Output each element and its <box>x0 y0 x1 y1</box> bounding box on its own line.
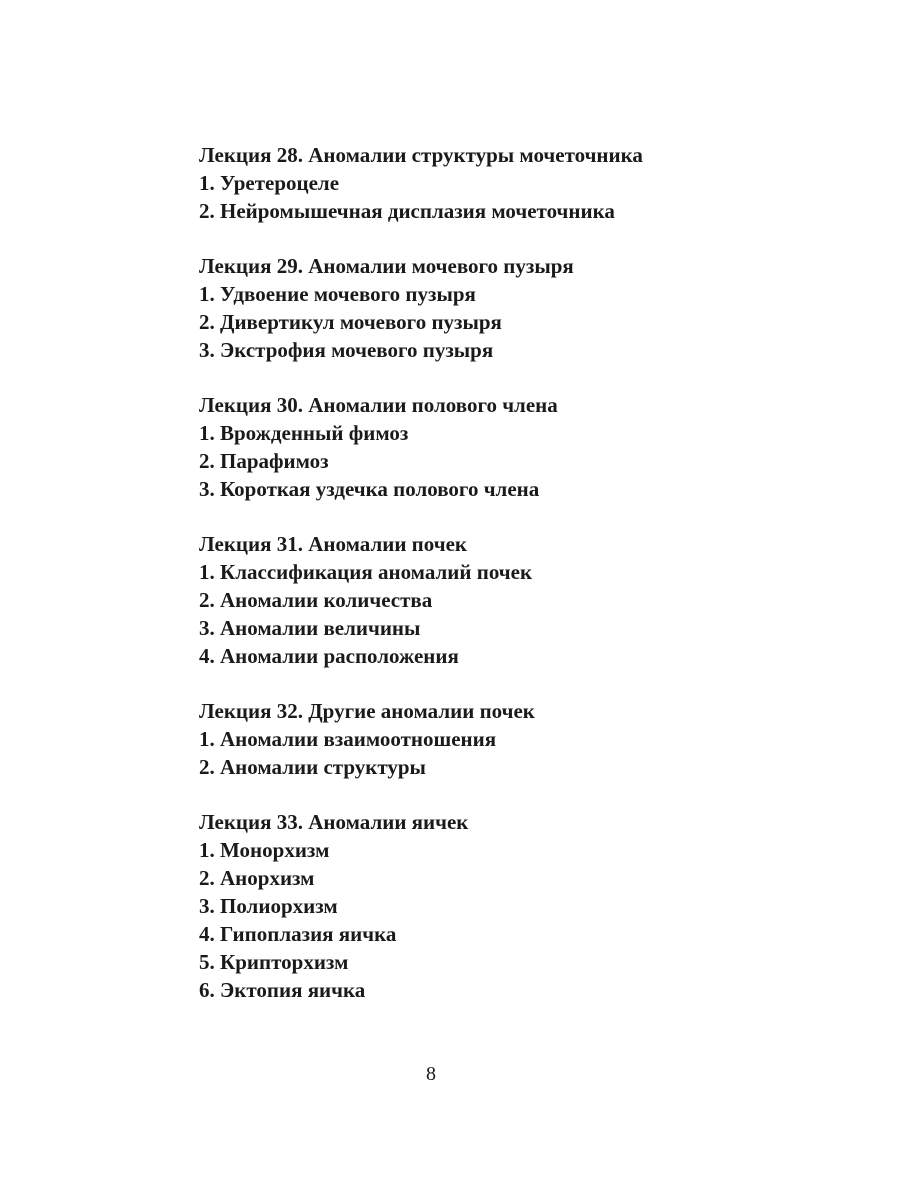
lecture-31-item-2: 2. Аномалии количества <box>199 588 433 612</box>
lecture-32-item-2: 2. Аномалии структуры <box>199 755 426 779</box>
lecture-33-item-3: 3. Полиорхизм <box>199 894 338 918</box>
lecture-31-item-3: 3. Аномалии величины <box>199 616 421 640</box>
lecture-29-item-1: 1. Удвоение мочевого пузыря <box>199 282 476 306</box>
lecture-30-item-1: 1. Врожденный фимоз <box>199 421 409 445</box>
lecture-31-item-1: 1. Классификация аномалий почек <box>199 560 533 584</box>
lecture-28-item-2: 2. Нейромышечная дисплазия мочеточника <box>199 199 615 223</box>
lecture-28-section <box>199 141 839 225</box>
lecture-28-title: Лекция 28. Аномалии структуры мочеточника <box>199 143 643 167</box>
lecture-33-item-2: 2. Анорхизм <box>199 866 315 890</box>
lecture-30-section <box>199 391 839 503</box>
lecture-32-section <box>199 697 839 781</box>
lecture-31-item-4: 4. Аномалии расположения <box>199 644 459 668</box>
lecture-33-item-4: 4. Гипоплазия яичка <box>199 922 397 946</box>
lecture-33-item-6: 6. Эктопия яичка <box>199 978 366 1002</box>
lecture-30-item-2: 2. Парафимоз <box>199 449 329 473</box>
lecture-31-section <box>199 530 839 670</box>
lecture-29-item-3: 3. Экстрофия мочевого пузыря <box>199 338 494 362</box>
lecture-32-item-1: 1. Аномалии взаимоотношения <box>199 727 497 751</box>
lecture-29-item-2: 2. Дивертикул мочевого пузыря <box>199 310 502 334</box>
lecture-33-item-5: 5. Крипторхизм <box>199 950 349 974</box>
lecture-31-title: Лекция 31. Аномалии почек <box>199 532 467 556</box>
lecture-32-title: Лекция 32. Другие аномалии почек <box>199 699 535 723</box>
lecture-30-item-3: 3. Короткая уздечка полового члена <box>199 477 540 501</box>
lecture-33-section <box>199 808 839 1004</box>
lecture-33-title: Лекция 33. Аномалии яичек <box>199 810 469 834</box>
lecture-29-title: Лекция 29. Аномалии мочевого пузыря <box>199 254 574 278</box>
page-number: 8 <box>426 1063 436 1085</box>
lecture-29-section <box>199 252 839 364</box>
document-page <box>199 141 839 1031</box>
lecture-28-item-1: 1. Уретероцеле <box>199 171 340 195</box>
lecture-33-item-1: 1. Монорхизм <box>199 838 330 862</box>
lecture-30-title: Лекция 30. Аномалии полового члена <box>199 393 558 417</box>
